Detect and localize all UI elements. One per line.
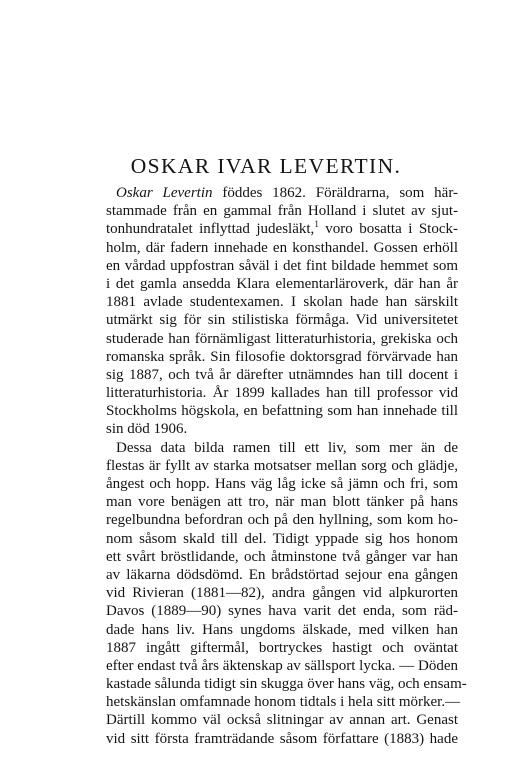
text-line: 1881 avlade studentexamen. I skolan hade han särskilt xyxy=(106,294,458,311)
text-line: Dessa data bilda ramen till ett liv, som mer än de xyxy=(116,439,458,456)
text-line: i det gamla ansedda Klara elementarläroverk, där han år xyxy=(106,275,458,292)
person-name: Oskar Levertin xyxy=(116,185,213,201)
footnote-marker: 1 xyxy=(314,219,319,230)
text-line: romanska språk. Sin filosofie doktorsgrad förvärvade han xyxy=(106,348,458,365)
body-text xyxy=(106,184,467,748)
text-line xyxy=(106,184,458,202)
text-line: dade hans liv. Hans ungdoms älskade, med vilken han xyxy=(106,621,458,638)
chapter-title: OSKAR IVAR LEVERTIN. xyxy=(130,154,402,178)
text-line: Därtill kommo väl också slitningar av annan art. Genast xyxy=(106,712,458,729)
text-line: kastade sålunda tidigt sin skugga över hans väg, och ensam- xyxy=(106,676,467,693)
text-line: litteraturhistoria. År 1899 kallades han till professor vid xyxy=(106,385,458,402)
text-line: flestas är fyllt av starka motsatser mellan sorg och glädje, xyxy=(106,457,458,474)
text-fragment: föddes 1862. Föräldrarna, som här- xyxy=(212,185,459,201)
text-line: sin död 1906. xyxy=(106,421,188,438)
text-line xyxy=(106,220,458,238)
text-line: en vårdad uppfostran såväl i det fint bildade hemmet som xyxy=(106,257,458,274)
text-line: regelbundna befordran och på den hyllning, som kom ho- xyxy=(106,512,458,529)
text-line: holm, där fadern innehade en konsthandel. Gossen erhöll xyxy=(106,239,458,256)
text-line: hetskänslan omfamnade honom tidtals i hela sitt mörker.— xyxy=(106,694,461,711)
text-line: Davos (1889—90) synes hava varit det enda, som räd- xyxy=(106,603,458,620)
text-line: man vore benägen att tro, när man blott tänker på hans xyxy=(106,494,458,511)
text-fragment: tonhundratalet inflyttad judesläkt, xyxy=(106,221,315,238)
text-fragment: voro bosatta i Stock- xyxy=(318,221,458,238)
text-line: efter endast två års äktenskap av sällsport lycka. — Döden xyxy=(106,657,458,674)
text-line: Stockholms högskola, en befattning som han innehade till xyxy=(106,403,458,420)
text-line: av läkarna dödsdömd. En brådstörtad sejour ena gången xyxy=(106,566,458,583)
paragraph-2 xyxy=(106,439,467,748)
text-line: ångest och hopp. Hans väg låg icke så jämn och fri, som xyxy=(106,476,458,492)
text-line: vid Rivieran (1881—82), andra gången vid alpkurorten xyxy=(106,585,458,602)
text-line: nom såsom skald till del. Tidigt yppade sig hos honom xyxy=(106,530,458,547)
text-line: sig 1887, och två år därefter utnämndes han till docent i xyxy=(106,366,458,383)
text-line: 1887 ingått giftermål, bortryckes hastigt och oväntat xyxy=(106,639,458,656)
text-line: studerade han förnämligast litteraturhistoria, grekiska och xyxy=(106,330,458,347)
text-line: vid sitt första framträdande såsom författare (1883) hade xyxy=(106,730,458,747)
text-line: stammade från en gammal från Holland i slutet av sjut- xyxy=(106,203,458,220)
text-line: ett svårt bröstlidande, och åtminstone två gånger var han xyxy=(106,548,458,565)
paragraph-1 xyxy=(106,184,458,439)
text-line: utmärkt sig för sin stilistiska förmåga. Vid universitetet xyxy=(106,312,458,329)
